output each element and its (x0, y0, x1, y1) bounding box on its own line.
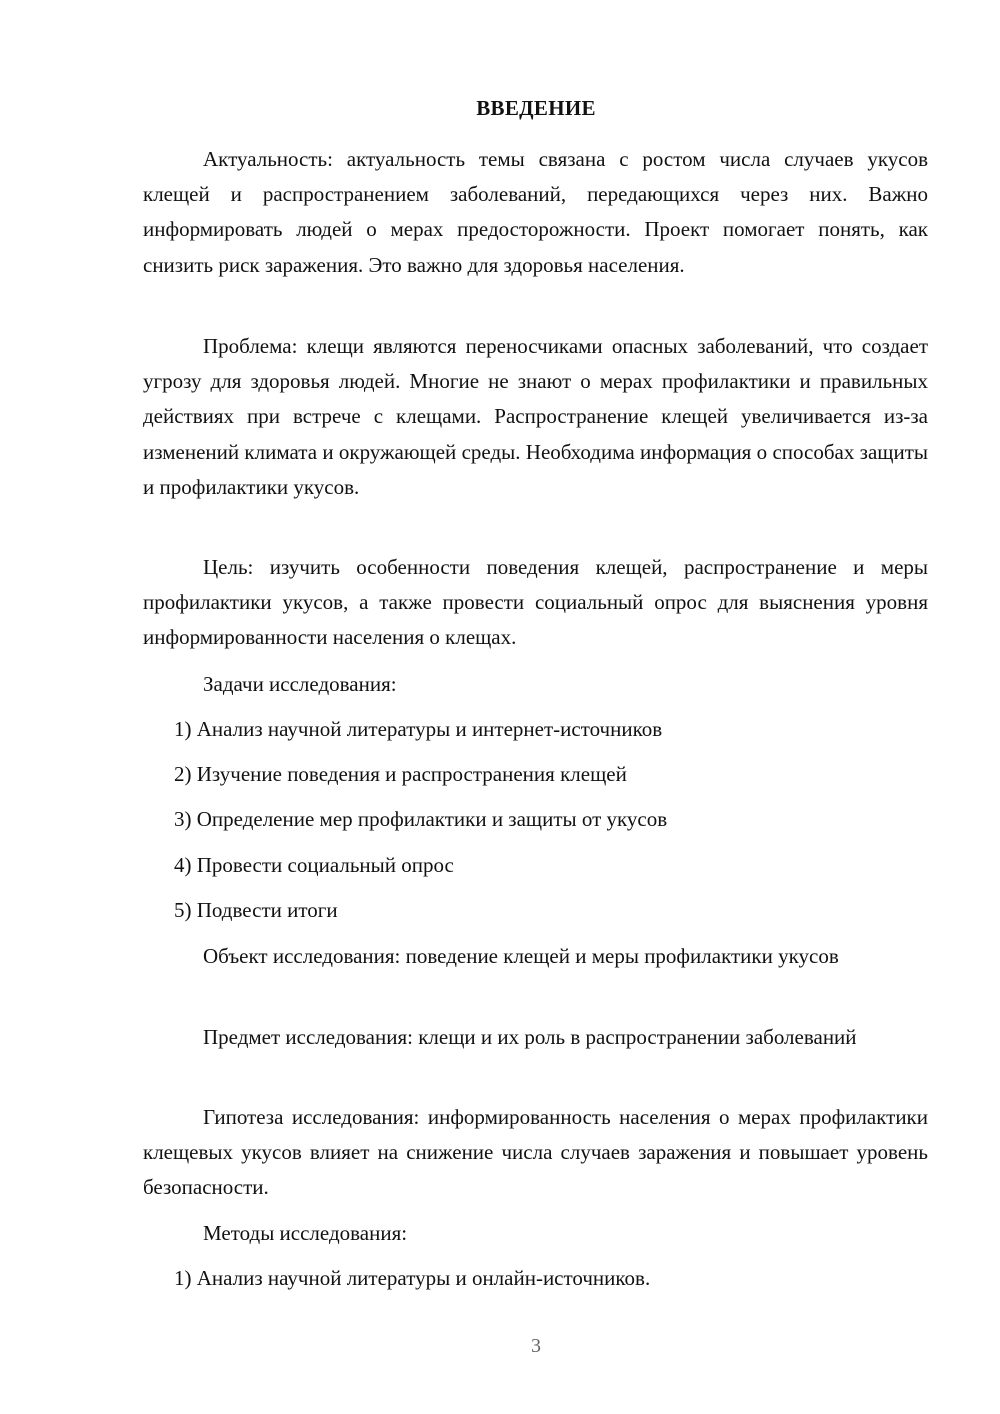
list-item: 4) Провести социальный опрос (174, 853, 454, 877)
subject-paragraph: Предмет исследования: клещи и их роль в распространении заболеваний (203, 1025, 857, 1049)
page-number: 3 (531, 1335, 541, 1357)
goal-paragraph: Цель: изучить особенности поведения клещей, распространение и меры профилактики укусов, а также провести социальный опрос для выяснения уровня информированности населения о клещах. (143, 555, 928, 650)
page-heading: ВВЕДЕНИЕ (476, 96, 596, 120)
hypothesis-paragraph: Гипотеза исследования: информированность населения о мерах профилактики клещевых укусов влияет на снижение числа случаев заражения и повышает уровень безопасности. (143, 1105, 928, 1200)
methods-title: Методы исследования: (203, 1221, 408, 1245)
tasks-title: Задачи исследования: (203, 672, 397, 696)
object-paragraph: Объект исследования: поведение клещей и меры профилактики укусов (203, 944, 839, 968)
list-item: 1) Анализ научной литературы и онлайн-источников. (174, 1266, 651, 1290)
problem-paragraph: Проблема: клещи являются переносчиками опасных заболеваний, что создает угрозу для здоровья людей. Многие не знают о мерах профилактики и правильных действиях при встрече с клещами. Распространение клещей увеличивается из-за изменений климата и окружающей среды. Необходима информация о способах защиты и профилактики укусов. (143, 334, 928, 499)
list-item: 2) Изучение поведения и распространения клещей (174, 762, 627, 786)
list-item: 1) Анализ научной литературы и интернет-источников (174, 717, 663, 741)
relevance-paragraph: Актуальность: актуальность темы связана с ростом числа случаев укусов клещей и распространением заболеваний, передающихся через них. Важно информировать людей о мерах предосторожности. Проект помогает понять, как снизить риск заражения. Это важно для здоровья населения. (143, 147, 928, 277)
list-item: 5) Подвести итоги (174, 898, 338, 922)
list-item: 3) Определение мер профилактики и защиты от укусов (174, 807, 668, 831)
